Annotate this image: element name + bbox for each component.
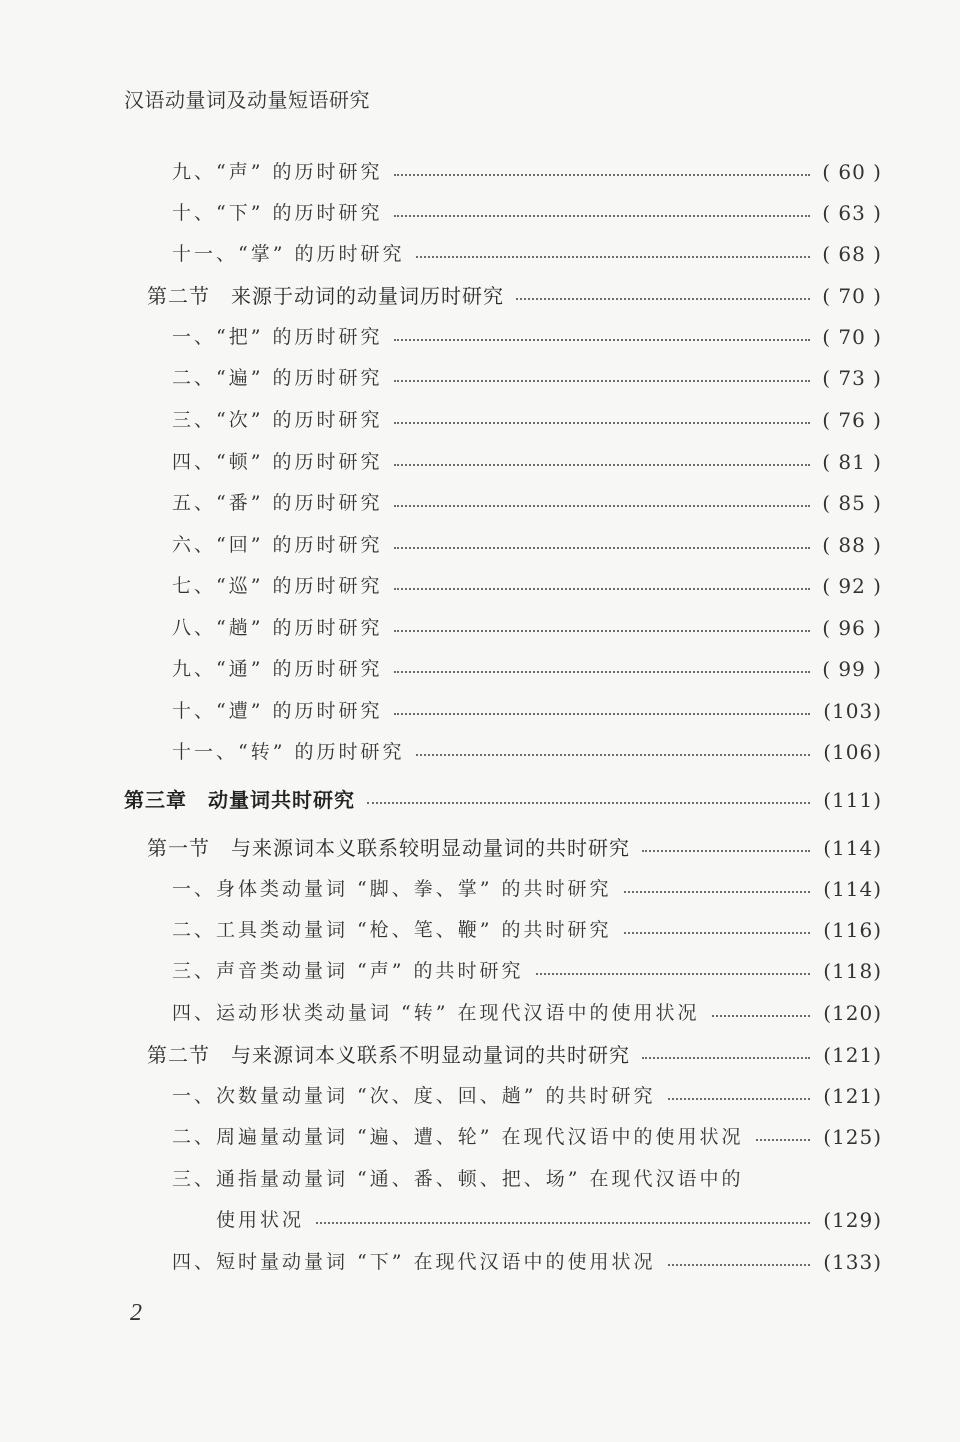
toc-entry-title: 第二节 来源于动词的动量词历时研究 — [147, 284, 504, 308]
dot-leader — [624, 891, 810, 893]
toc-entry-title: 一、次数量动量词 “次、度、回、趟” 的共时研究 — [172, 1085, 656, 1107]
toc-entry-page: ( 96 ) — [822, 616, 882, 640]
page-number: 2 — [130, 1300, 142, 1326]
toc-entry-page: ( 68 ) — [822, 242, 882, 266]
dot-leader — [394, 588, 810, 590]
toc-entry-title: 二、工具类动量词 “枪、笔、鞭” 的共时研究 — [172, 919, 612, 941]
toc-entry-page: ( 88 ) — [822, 533, 882, 557]
toc-entry-title: 八、“趟” 的历时研究 — [172, 617, 383, 639]
toc-entry-page: (111) — [823, 788, 882, 812]
toc-entry-page: ( 76 ) — [822, 408, 882, 432]
toc-entry — [147, 1039, 882, 1071]
toc-entry-page: (114) — [823, 836, 882, 860]
toc-entry-page: (121) — [823, 1043, 882, 1067]
toc-entry — [172, 612, 882, 644]
toc-entry — [172, 873, 882, 905]
toc-entry-page: ( 85 ) — [822, 491, 882, 515]
dot-leader — [642, 1057, 810, 1059]
dot-leader — [394, 339, 810, 341]
dot-leader — [642, 850, 810, 852]
toc-entry-page: (116) — [823, 918, 882, 942]
dot-leader — [394, 380, 810, 382]
toc-entry — [172, 1121, 882, 1153]
toc-entry-page: ( 63 ) — [822, 201, 882, 225]
dot-leader — [316, 1222, 810, 1224]
running-header: 汉语动量词及动量短语研究 — [124, 88, 370, 112]
toc-entry-page: ( 92 ) — [822, 574, 882, 598]
dot-leader — [394, 422, 810, 424]
dot-leader — [624, 932, 810, 934]
dot-leader — [712, 1015, 810, 1017]
toc-entry-continuation — [216, 1204, 882, 1236]
toc-entry-page: (133) — [823, 1250, 882, 1274]
dot-leader — [416, 256, 810, 258]
toc-entry-title: 五、“番” 的历时研究 — [172, 492, 383, 514]
toc-entry — [172, 156, 882, 188]
toc-entry-title: 第三章 动量词共时研究 — [124, 788, 355, 812]
dot-leader — [516, 298, 810, 300]
toc-entry-page: ( 73 ) — [822, 366, 882, 390]
toc-entry-page: ( 99 ) — [822, 657, 882, 681]
toc-entry — [147, 280, 882, 312]
toc-entry-page: (106) — [823, 740, 882, 764]
toc-entry-page: (120) — [823, 1001, 882, 1025]
toc-entry-title: 九、“声” 的历时研究 — [172, 161, 383, 183]
toc-entry-title: 九、“通” 的历时研究 — [172, 658, 383, 680]
toc-entry-title: 十、“下” 的历时研究 — [172, 202, 383, 224]
toc-entry-page: ( 81 ) — [822, 450, 882, 474]
dot-leader — [394, 464, 810, 466]
toc-entry-title: 三、“次” 的历时研究 — [172, 409, 383, 431]
dot-leader — [668, 1098, 810, 1100]
dot-leader — [394, 713, 810, 715]
toc-entry-title: 一、“把” 的历时研究 — [172, 326, 383, 348]
toc-entry — [124, 784, 882, 816]
toc-entry-page: ( 60 ) — [822, 160, 882, 184]
toc-entry — [172, 362, 882, 394]
toc-entry-title: 十一、“掌” 的历时研究 — [172, 243, 405, 265]
toc-entry-page: (125) — [823, 1125, 882, 1149]
dot-leader — [536, 973, 810, 975]
toc-entry-title: 十、“遭” 的历时研究 — [172, 700, 383, 722]
toc-entry-title: 四、运动形状类动量词 “转” 在现代汉语中的使用状况 — [172, 1002, 700, 1024]
toc-entry-title: 十一、“转” 的历时研究 — [172, 741, 405, 763]
dot-leader — [756, 1139, 810, 1141]
toc-entry-title: 二、“遍” 的历时研究 — [172, 367, 383, 389]
toc-entry-title: 四、短时量动量词 “下” 在现代汉语中的使用状况 — [172, 1251, 656, 1273]
toc-entry — [172, 321, 882, 353]
toc-entry — [172, 736, 882, 768]
toc-entry — [172, 695, 882, 727]
toc-entry-title: 第一节 与来源词本义联系较明显动量词的共时研究 — [147, 836, 630, 860]
toc-entry-page: (129) — [823, 1208, 882, 1232]
dot-leader — [668, 1264, 810, 1266]
toc-entry — [172, 238, 882, 270]
toc-entry — [172, 955, 882, 987]
toc-entry — [172, 653, 882, 685]
toc-entry-title: 三、通指量动量词 “通、番、顿、把、场” 在现代汉语中的 — [172, 1168, 744, 1190]
toc-entry-title: 第二节 与来源词本义联系不明显动量词的共时研究 — [147, 1043, 630, 1067]
dot-leader — [416, 754, 810, 756]
toc-entry — [172, 570, 882, 602]
toc-entry-page: (103) — [823, 699, 882, 723]
toc-entry-page: (114) — [823, 877, 882, 901]
toc-entry-title: 一、身体类动量词 “脚、拳、掌” 的共时研究 — [172, 878, 612, 900]
dot-leader — [394, 215, 810, 217]
toc-entry — [172, 404, 882, 436]
dot-leader — [394, 174, 810, 176]
dot-leader — [394, 630, 810, 632]
toc-entry-title: 四、“顿” 的历时研究 — [172, 451, 383, 473]
toc-entry — [172, 1246, 882, 1278]
toc-entry-title: 六、“回” 的历时研究 — [172, 534, 383, 556]
toc-entry — [172, 1163, 882, 1195]
toc-entry-page: ( 70 ) — [822, 284, 882, 308]
toc-entry-page: (118) — [823, 959, 882, 983]
toc-entry — [172, 446, 882, 478]
dot-leader — [394, 505, 810, 507]
toc-entry-title: 二、周遍量动量词 “遍、遭、轮” 在现代汉语中的使用状况 — [172, 1126, 744, 1148]
toc-entry — [172, 529, 882, 561]
dot-leader — [394, 671, 810, 673]
toc-entry — [172, 487, 882, 519]
toc-entry-title: 三、声音类动量词 “声” 的共时研究 — [172, 960, 524, 982]
toc-entry-page: ( 70 ) — [822, 325, 882, 349]
toc-entry-title: 七、“巡” 的历时研究 — [172, 575, 383, 597]
toc-entry — [172, 914, 882, 946]
toc-entry — [172, 197, 882, 229]
toc-entry-continuation-text: 使用状况 — [216, 1209, 305, 1231]
toc-entry — [147, 832, 882, 864]
dot-leader — [367, 802, 810, 804]
toc-entry — [172, 1080, 882, 1112]
toc-entry — [172, 997, 882, 1029]
toc-entry-page: (121) — [823, 1084, 882, 1108]
dot-leader — [394, 547, 810, 549]
